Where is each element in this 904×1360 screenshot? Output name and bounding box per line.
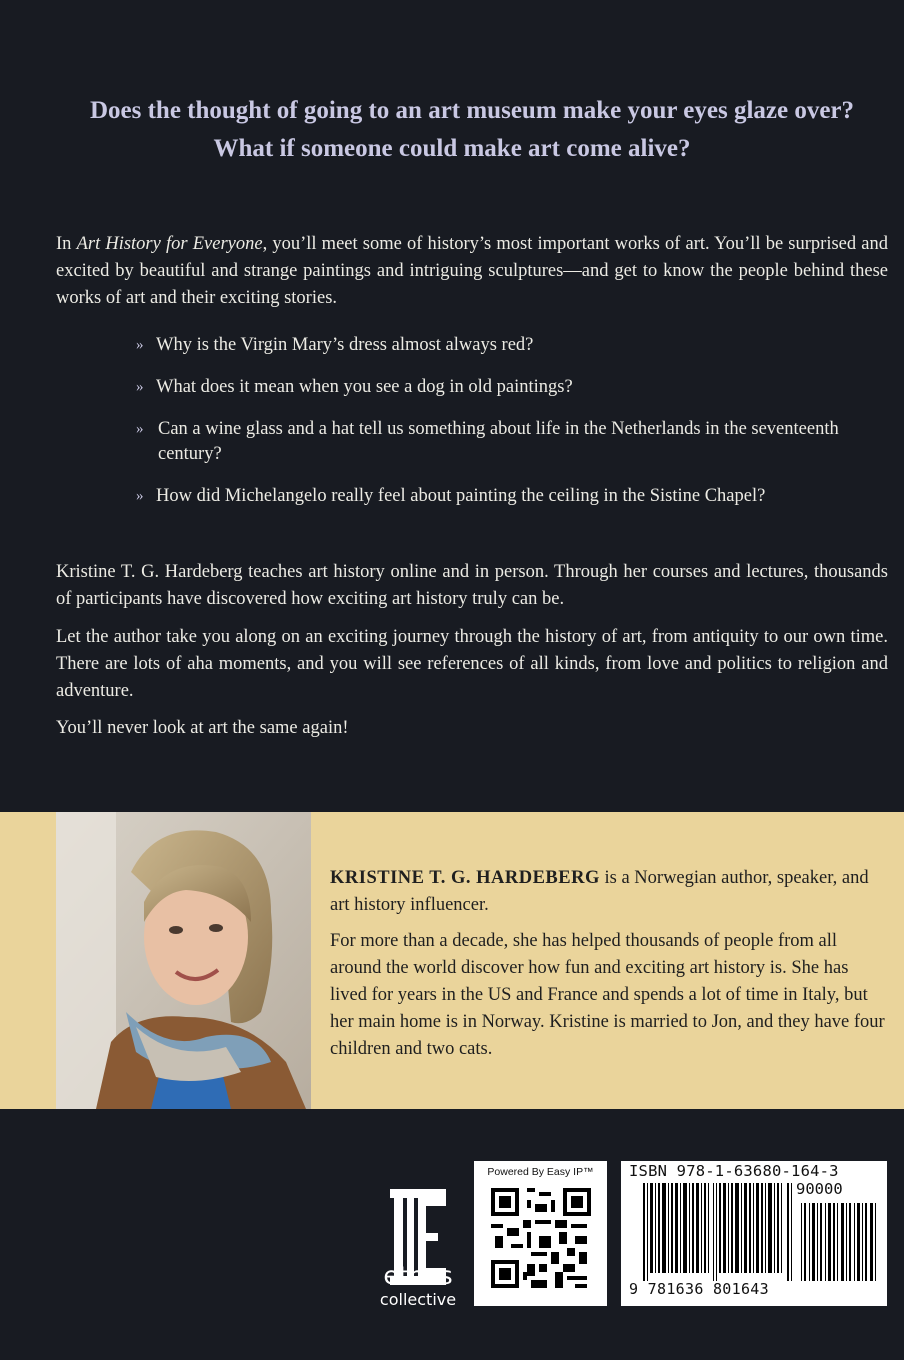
qr-panel: [474, 1161, 607, 1306]
barcode-number: 9 781636 801643: [629, 1280, 769, 1298]
intro-paragraph: [56, 231, 888, 312]
publisher-name: ethos: [383, 1261, 453, 1290]
publisher-sub: collective: [379, 1290, 457, 1309]
isbn-text: ISBN 978-1-63680-164-3: [629, 1162, 839, 1180]
question-list: [136, 333, 888, 526]
list-item: [136, 417, 888, 467]
question-text: Can a wine glass and a hat tell us something about life in the Netherlands in the seventeenth century?: [158, 419, 839, 464]
headline-line-2: What if someone could make art come alive?: [213, 135, 691, 162]
question-text: Why is the Virgin Mary’s dress almost always red?: [156, 335, 534, 355]
qr-code-icon[interactable]: [491, 1188, 591, 1288]
question-text: How did Michelangelo really feel about painting the ceiling in the Sistine Chapel?: [156, 486, 766, 506]
list-item: [136, 484, 888, 509]
list-item: [136, 375, 888, 400]
closing-line: You’ll never look at art the same again!: [56, 718, 349, 738]
bullet-icon: »: [136, 337, 144, 353]
bullet-icon: »: [136, 488, 144, 504]
author-name: KRISTINE T. G. HARDEBERG: [330, 868, 600, 888]
bio-intro-rest: is a Norwegian author, speaker, and art history influencer.: [330, 868, 869, 915]
author-photo: [56, 812, 311, 1109]
question-text: What does it mean when you see a dog in old paintings?: [156, 377, 573, 397]
bio-intro: [330, 865, 888, 919]
journey-paragraph: Let the author take you along on an exciting journey through the history of art, from antiquity to our own time. There are lots of aha moments, and you will see references of all kinds, from love and politics to religion and adventure.: [56, 627, 888, 701]
bullet-icon: »: [136, 379, 144, 395]
price-code: 90000: [796, 1180, 843, 1198]
addon-barcode-icon: [801, 1203, 879, 1281]
headline: [0, 92, 904, 168]
qr-label: Powered By Easy IP™: [487, 1166, 594, 1178]
bullet-icon: »: [136, 421, 144, 437]
teaching-paragraph: Kristine T. G. Hardeberg teaches art history online and in person. Through her courses and lectures, thousands of participants have discovered how exciting art history truly can be.: [56, 562, 888, 609]
isbn-barcode-panel: [621, 1161, 887, 1306]
bio-details: For more than a decade, she has helped thousands of people from all around the world discover how fun and exciting art history is. She has lived for years in the US and France and spends a lot of time in Italy, but her main home is in Norway. Kristine is married to Jon, and they have four children and two cats.: [330, 931, 885, 1059]
intro-prefix: In: [56, 234, 77, 254]
list-item: [136, 333, 888, 358]
author-bio: [330, 865, 888, 1072]
intro-rest: , you’ll meet some of history’s most important works of art. You’ll be surprised and excited by beautiful and strange paintings and intriguing sculptures—and get to know the people behind these works of art and their exciting stories.: [56, 234, 888, 308]
headline-line-1: Does the thought of going to an art museum make your eyes glaze over?: [89, 97, 855, 124]
barcode-icon: [643, 1183, 793, 1281]
book-title: Art History for Everyone: [76, 234, 263, 254]
